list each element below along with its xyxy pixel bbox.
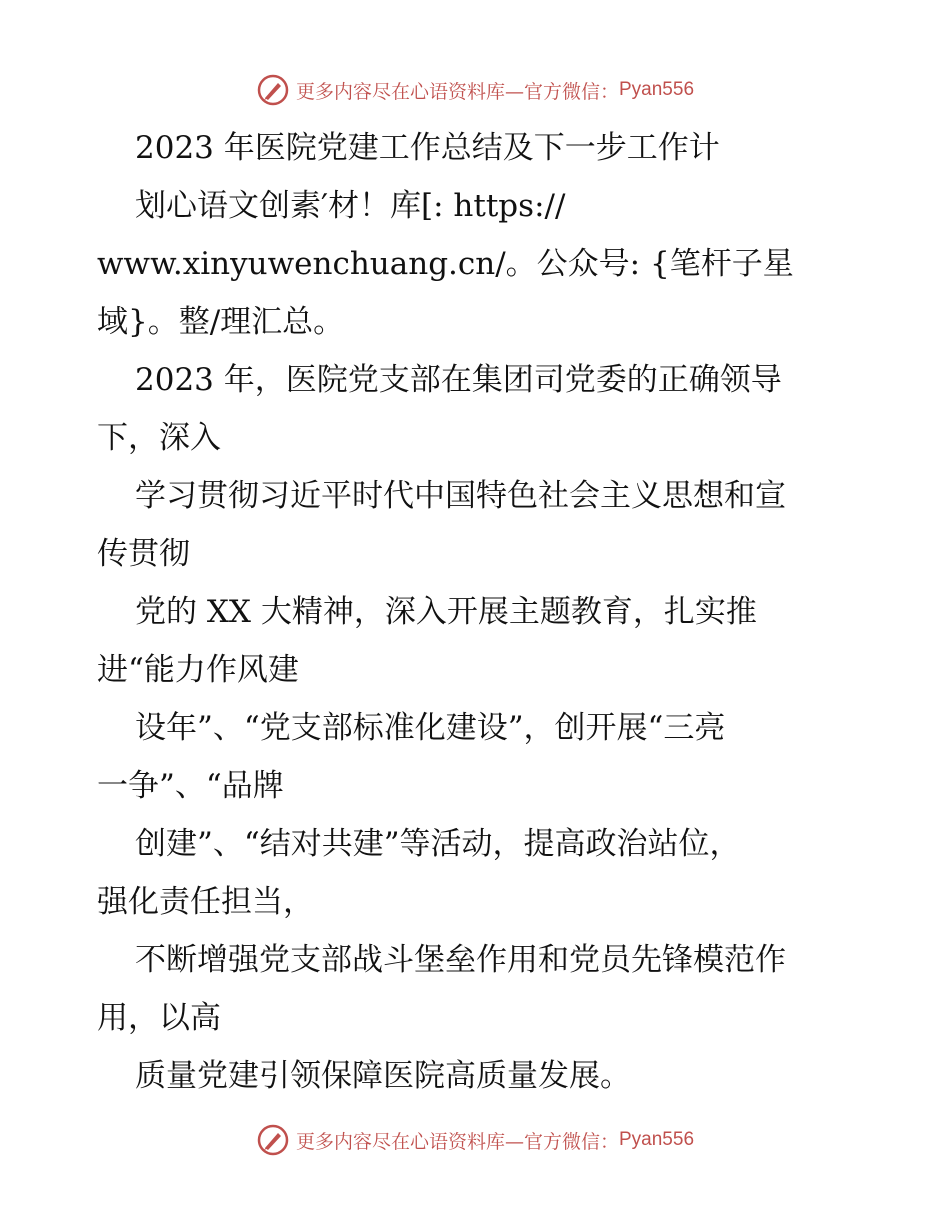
title-line-2: 划心语文创素′材！库[: https:// [135,188,566,224]
paragraph-line: 设年”、“党支部标准化建设”，创开展“三亮 [135,710,726,746]
paragraph-line: 2023 年，医院党支部在集团司党委的正确领导 [135,362,782,398]
paragraph-line: 一争”、“品牌 [97,768,284,804]
pen-logo-icon [256,1123,290,1157]
paragraph-line: 党的 XX 大精神，深入开展主题教育，扎实推 [135,594,757,630]
banner-handle: Pyan556 [619,1129,695,1150]
paragraph-line: 创建”、“结对共建”等活动，提高政治站位， [135,826,741,862]
paragraph-line: 进“能力作风建 [97,652,299,688]
text-line: 域}。整/理汇总。 [97,304,345,340]
paragraph-line: 传贯彻 [97,536,190,572]
paragraph-line: 不断增强党支部战斗堡垒作用和党员先锋模范作 [135,942,786,978]
title-line-1: 2023 年医院党建工作总结及下一步工作计 [135,130,720,166]
paragraph-line: 用，以高 [97,1000,221,1036]
paragraph-line: 质量党建引领保障医院高质量发展。 [135,1058,631,1094]
banner-handle: Pyan556 [619,79,695,100]
banner-text: 更多内容尽在心语资料库—官方微信： [295,80,619,103]
paragraph-line: 强化责任担当， [97,884,314,920]
footer-watermark-banner [0,1120,950,1160]
text-line: www.xinyuwenchuang.cn/。公众号: {笔杆子星 [97,246,794,282]
banner-text: 更多内容尽在心语资料库—官方微信： [295,1130,619,1153]
paragraph-line: 下，深入 [97,420,221,456]
paragraph-line: 学习贯彻习近平时代中国特色社会主义思想和宣 [135,478,786,514]
